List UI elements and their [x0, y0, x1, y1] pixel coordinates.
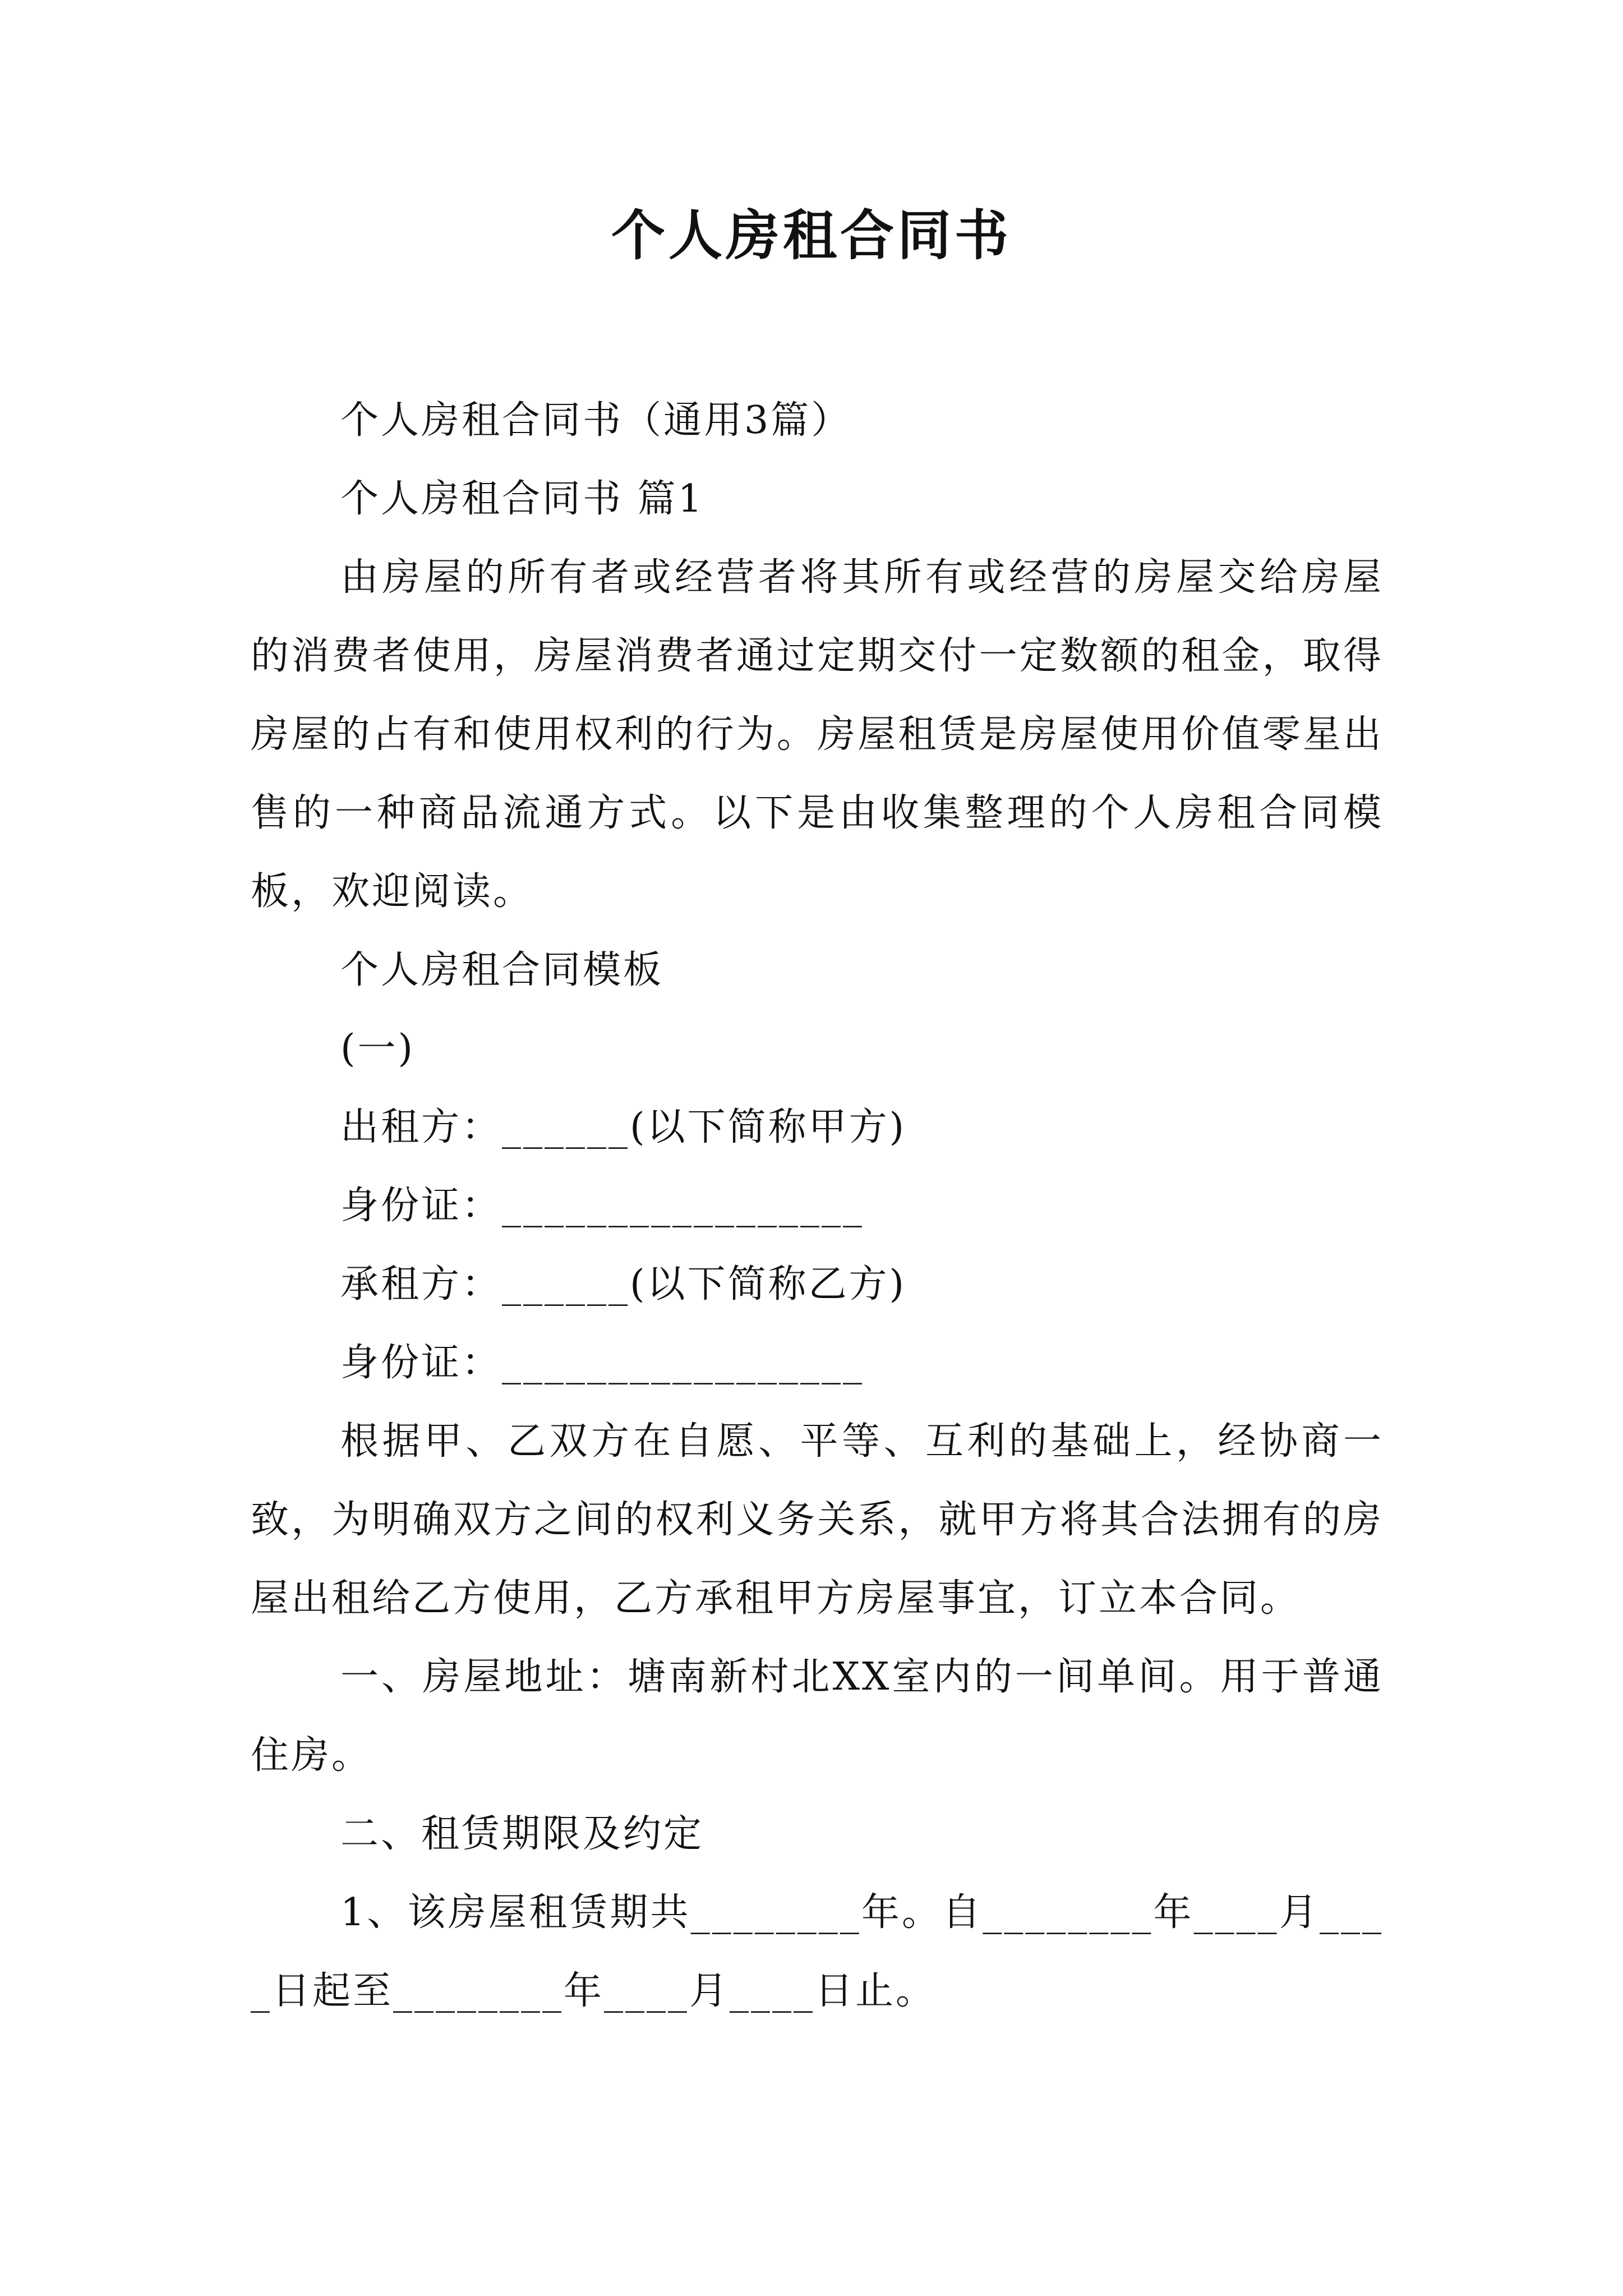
- lessor-line: 出租方：______(以下简称甲方): [340, 1105, 907, 1149]
- agreement-paragraph: 根据甲、乙双方在自愿、平等、互利的基础上，经协商一致，为明确双方之间的权利义务关系，就甲方将其合法拥有的房屋出租给乙方使用，乙方承租甲方房屋事宜，订立本合同。: [251, 1419, 1384, 1621]
- clause-lease-term-item: 1、该房屋租赁期共________年。自________年____月____日起至________年____月____日止。: [251, 1890, 1384, 2013]
- clause-lease-term-heading: 二、租赁期限及约定: [340, 1812, 704, 1856]
- document-title: 个人房租合同书: [611, 204, 1012, 267]
- lessee-line: 承租方：______(以下简称乙方): [340, 1262, 907, 1306]
- lessor-id-line: 身份证：_________________: [340, 1184, 865, 1228]
- template-heading: 个人房租合同模板: [340, 948, 664, 992]
- clause-house-address: 一、房屋地址：塘南新村北XX室内的一间单间。用于普通住房。: [251, 1655, 1384, 1778]
- lessee-id-line: 身份证：_________________: [340, 1341, 865, 1385]
- part-number: (一): [340, 1027, 416, 1071]
- section-heading: 个人房租合同书 篇1: [340, 477, 704, 521]
- subtitle-line: 个人房租合同书（通用3篇）: [340, 398, 852, 443]
- intro-paragraph: 由房屋的所有者或经营者将其所有或经营的房屋交给房屋的消费者使用，房屋消费者通过定期交付一定数额的租金，取得房屋的占有和使用权利的行为。房屋租赁是房屋使用价值零星出售的一种商品流通方式。以下是由收集整理的个人房租合同模板，欢迎阅读。: [251, 555, 1384, 914]
- document-body: [251, 381, 1384, 2031]
